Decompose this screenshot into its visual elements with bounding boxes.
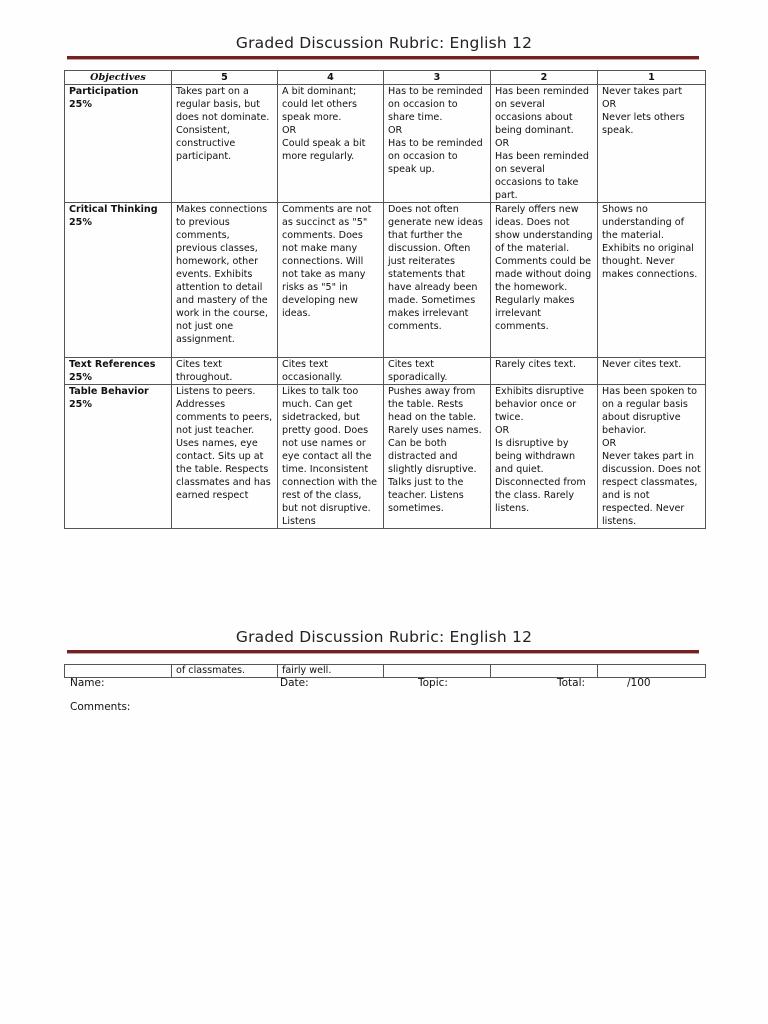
cell-score-2: Exhibits disruptive behavior once or twice. OR Is disruptive by being withdrawn and quiet. Disconnected from the class. Rarely listens.	[491, 385, 598, 529]
objective-name: Text References	[69, 359, 156, 370]
header-score-4: 4	[278, 71, 384, 85]
header-objectives: Objectives	[65, 71, 172, 85]
name-label: Name:	[70, 677, 105, 689]
objective-weight: 25%	[69, 99, 92, 110]
cell-score-2: Rarely cites text.	[491, 358, 598, 385]
cell-score-1: Never takes part OR Never lets others speak.	[598, 85, 706, 203]
cell-score-5: Listens to peers. Addresses comments to peers, not just teacher. Uses names, eye contact. Sits up at the table. Respects classmates and has earned respect	[172, 385, 278, 529]
header-score-1: 1	[598, 71, 706, 85]
cont-cell	[491, 665, 598, 678]
cell-score-4: A bit dominant; could let others speak more. OR Could speak a bit more regularly.	[278, 85, 384, 203]
cell-score-3: Pushes away from the table. Rests head on the table. Rarely uses names. Can be both distracted and slightly disruptive. Talks just to the teacher. Listens sometimes.	[384, 385, 491, 529]
row-objective	[65, 203, 172, 358]
cell-score-5: Makes connections to previous comments, previous classes, homework, other events. Exhibits attention to detail and mastery of the work in the course, not just one assignment.	[172, 203, 278, 358]
date-label: Date:	[280, 677, 309, 689]
page-2-title: Graded Discussion Rubric: English 12	[235, 628, 533, 646]
cont-cell	[384, 665, 491, 678]
rubric-table	[64, 70, 706, 529]
objective-name: Participation	[69, 86, 139, 97]
cont-cell: of classmates.	[172, 665, 278, 678]
rubric-table-continued	[64, 664, 706, 678]
cell-score-5: Takes part on a regular basis, but does not dominate. Consistent, constructive participant.	[172, 85, 278, 203]
header-score-5: 5	[172, 71, 278, 85]
title-rule	[67, 650, 699, 654]
objective-name: Critical Thinking	[69, 204, 158, 215]
cell-score-1: Has been spoken to on a regular basis about disruptive behavior. OR Never takes part in discussion. Does not respect classmates, and is not respected. Never listens.	[598, 385, 706, 529]
row-objective	[65, 85, 172, 203]
cell-score-3: Does not often generate new ideas that further the discussion. Often just reiterates statements that have already been made. Sometimes makes irrelevant comments.	[384, 203, 491, 358]
header-score-2: 2	[491, 71, 598, 85]
cell-score-4: Likes to talk too much. Can get sidetracked, but pretty good. Does not use names or eye contact all the time. Inconsistent connection with the rest of the class, but not disruptive. Listens	[278, 385, 384, 529]
cell-score-1: Shows no understanding of the material. Exhibits no original thought. Never makes connections.	[598, 203, 706, 358]
topic-label: Topic:	[418, 677, 448, 689]
table-row	[65, 85, 706, 203]
cont-cell: fairly well.	[278, 665, 384, 678]
objective-weight: 25%	[69, 399, 92, 410]
row-objective	[65, 385, 172, 529]
table-row	[65, 385, 706, 529]
objective-weight: 25%	[69, 217, 92, 228]
cell-score-4: Comments are not as succinct as "5" comments. Does not make many connections. Will not take as many risks as "5" in developing new ideas.	[278, 203, 384, 358]
cell-score-2: Rarely offers new ideas. Does not show understanding of the material. Comments could be made without doing the homework. Regularly makes irrelevant comments.	[491, 203, 598, 358]
header-row	[65, 71, 706, 85]
cell-score-4: Cites text occasionally.	[278, 358, 384, 385]
objective-name: Table Behavior	[69, 386, 149, 397]
cell-score-3: Cites text sporadically.	[384, 358, 491, 385]
row-objective	[65, 358, 172, 385]
cont-cell	[598, 665, 706, 678]
total-value: /100	[627, 677, 651, 689]
page-title: Graded Discussion Rubric: English 12	[235, 34, 533, 52]
table-row	[65, 203, 706, 358]
cell-score-3: Has to be reminded on occasion to share time. OR Has to be reminded on occasion to speak up.	[384, 85, 491, 203]
table-row	[65, 358, 706, 385]
cont-cell	[65, 665, 172, 678]
header-score-3: 3	[384, 71, 491, 85]
title-rule	[67, 56, 699, 60]
cell-score-2: Has been reminded on several occasions about being dominant. OR Has been reminded on several occasions to take part.	[491, 85, 598, 203]
cell-score-5: Cites text throughout.	[172, 358, 278, 385]
total-label: Total:	[557, 677, 586, 689]
table-row	[65, 665, 706, 678]
objective-weight: 25%	[69, 372, 92, 383]
cell-score-1: Never cites text.	[598, 358, 706, 385]
comments-label: Comments:	[70, 701, 131, 713]
